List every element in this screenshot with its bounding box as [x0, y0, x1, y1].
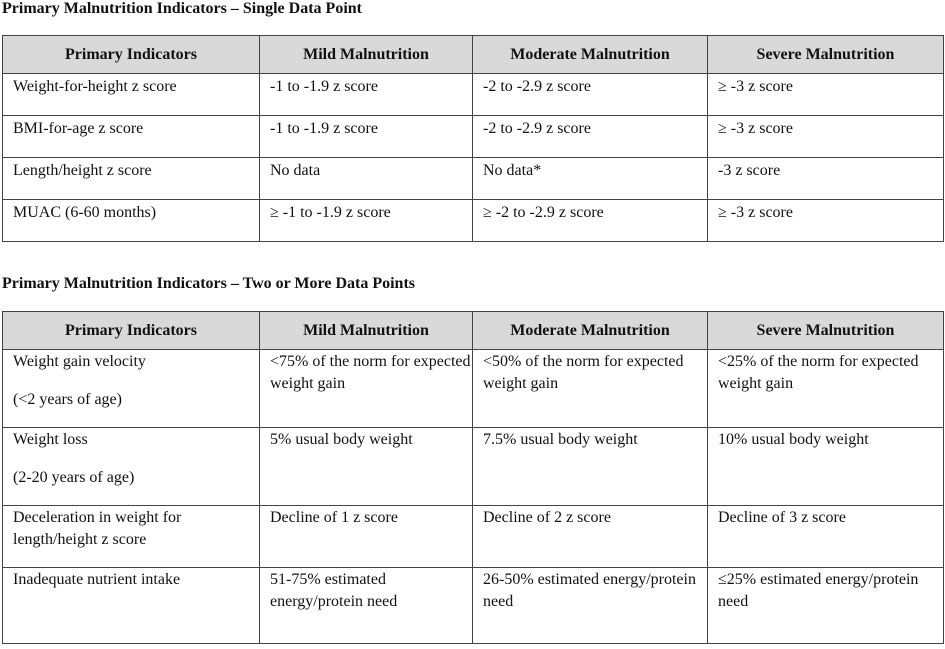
- indicator-age-range: (<2 years of age): [13, 391, 122, 408]
- indicator-cell: Deceleration in weight for length/height z score: [3, 506, 260, 568]
- severe-cell: ≥ -3 z score: [708, 200, 944, 242]
- indicator-label: Weight loss: [13, 431, 88, 448]
- header-mild-malnutrition: Mild Malnutrition: [260, 36, 473, 74]
- moderate-cell: ≥ -2 to -2.9 z score: [473, 200, 708, 242]
- indicator-cell: Weight-for-height z score: [3, 74, 260, 116]
- indicator-age-range: (2-20 years of age): [13, 469, 135, 486]
- severe-cell: Decline of 3 z score: [708, 506, 944, 568]
- severe-cell: -3 z score: [708, 158, 944, 200]
- header-primary-indicators: Primary Indicators: [3, 312, 260, 350]
- moderate-cell: 26-50% estimated energy/protein need: [473, 568, 708, 644]
- table-row: [3, 74, 944, 116]
- severe-cell: 10% usual body weight: [708, 428, 944, 506]
- table-row: [3, 116, 944, 158]
- indicator-cell: [3, 428, 260, 506]
- header-moderate-malnutrition: Moderate Malnutrition: [473, 312, 708, 350]
- two-or-more-data-points-table: [2, 311, 944, 644]
- moderate-cell: -2 to -2.9 z score: [473, 74, 708, 116]
- moderate-cell: -2 to -2.9 z score: [473, 116, 708, 158]
- indicator-cell: MUAC (6-60 months): [3, 200, 260, 242]
- indicator-cell: BMI-for-age z score: [3, 116, 260, 158]
- single-data-point-title: Primary Malnutrition Indicators – Single Data Point: [2, 0, 362, 17]
- table-header-row: [3, 36, 944, 74]
- mild-cell: No data: [260, 158, 473, 200]
- indicator-label: Weight gain velocity: [13, 353, 146, 370]
- header-severe-malnutrition: Severe Malnutrition: [708, 312, 944, 350]
- severe-cell: ≤25% estimated energy/protein need: [708, 568, 944, 644]
- indicator-cell: [3, 350, 260, 428]
- severe-cell: <25% of the norm for expected weight gain: [708, 350, 944, 428]
- mild-cell: 51-75% estimated energy/protein need: [260, 568, 473, 644]
- header-severe-malnutrition: Severe Malnutrition: [708, 36, 944, 74]
- severe-cell: ≥ -3 z score: [708, 116, 944, 158]
- header-moderate-malnutrition: Moderate Malnutrition: [473, 36, 708, 74]
- table-header-row: [3, 312, 944, 350]
- table-row: [3, 200, 944, 242]
- header-primary-indicators: Primary Indicators: [3, 36, 260, 74]
- two-or-more-data-points-title: Primary Malnutrition Indicators – Two or More Data Points: [2, 275, 415, 292]
- moderate-cell: <50% of the norm for expected weight gain: [473, 350, 708, 428]
- table-row: [3, 506, 944, 568]
- mild-cell: ≥ -1 to -1.9 z score: [260, 200, 473, 242]
- single-data-point-table: [2, 35, 944, 242]
- mild-cell: -1 to -1.9 z score: [260, 116, 473, 158]
- moderate-cell: 7.5% usual body weight: [473, 428, 708, 506]
- table-row: [3, 428, 944, 506]
- header-mild-malnutrition: Mild Malnutrition: [260, 312, 473, 350]
- moderate-cell: Decline of 2 z score: [473, 506, 708, 568]
- severe-cell: ≥ -3 z score: [708, 74, 944, 116]
- table-row: [3, 158, 944, 200]
- moderate-cell: No data*: [473, 158, 708, 200]
- indicator-cell: Inadequate nutrient intake: [3, 568, 260, 644]
- mild-cell: -1 to -1.9 z score: [260, 74, 473, 116]
- mild-cell: 5% usual body weight: [260, 428, 473, 506]
- indicator-cell: Length/height z score: [3, 158, 260, 200]
- mild-cell: <75% of the norm for expected weight gain: [260, 350, 473, 428]
- mild-cell: Decline of 1 z score: [260, 506, 473, 568]
- table-row: [3, 350, 944, 428]
- table-row: [3, 568, 944, 644]
